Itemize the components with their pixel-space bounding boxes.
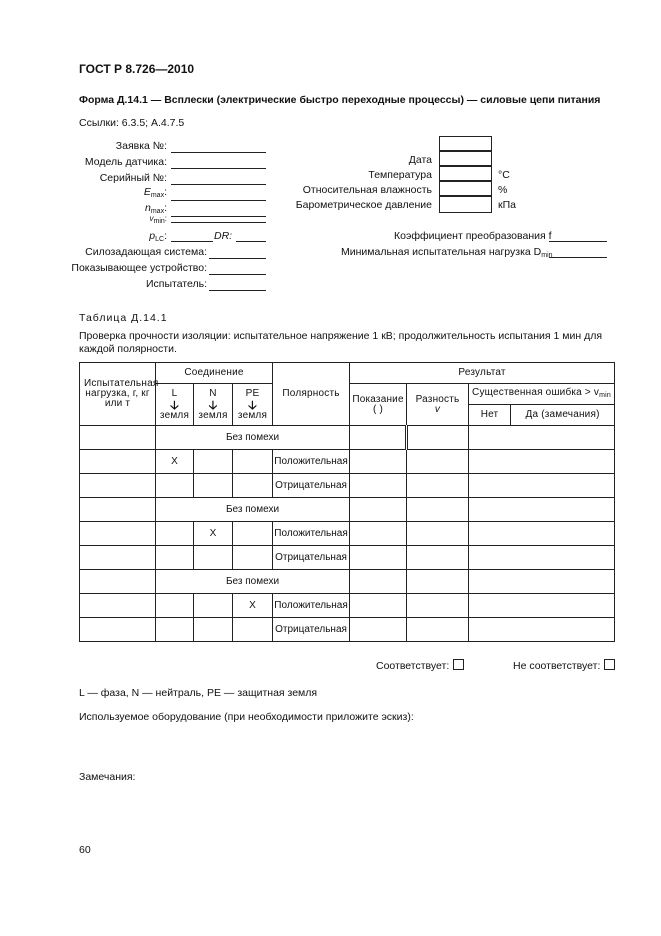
legend-text: L — фаза, N — нейтраль, РЕ — защитная земля [79,687,318,699]
force-system-field[interactable] [209,258,266,259]
diff-cell[interactable] [407,426,469,450]
emax-label: $E_{max}$: [143,186,167,199]
N-cell [194,546,233,570]
arrow-down-icon: 🡣 [170,397,179,412]
reading-cell[interactable] [350,426,407,450]
pressure-unit: кПа [498,199,516,211]
col-result-header: Результат [350,363,615,384]
col-diff-header: Разность v [407,384,469,426]
min-load-field[interactable] [549,257,607,258]
conv-coef-label: Коэффициент преобразования f [394,230,552,242]
L-cell [156,618,194,642]
PE-mark-cell: X [233,594,273,618]
emax-field[interactable] [171,200,266,201]
polarity-cell: Положительная [273,450,350,474]
diff-cell[interactable] [407,618,469,642]
PE-cell [233,450,273,474]
diff-cell[interactable] [407,546,469,570]
col-L-header: L 🡣 земля [156,384,194,426]
min-load-label: Минимальная испытательная нагрузка $D_{min}$ [341,246,553,259]
diff-cell[interactable] [407,474,469,498]
L-cell [156,546,194,570]
conv-coef-field[interactable] [549,241,607,242]
nmax-label: $n_{max}$: [145,202,167,215]
nmax-field[interactable] [171,216,266,217]
error-cell[interactable] [469,570,615,594]
not-conforms-checkbox[interactable] [604,659,615,670]
reading-cell[interactable] [350,522,407,546]
no-interference-cell: Без помехи [156,570,350,594]
table-caption: Таблица Д.14.1 [79,312,168,324]
load-cell[interactable] [80,594,156,618]
polarity-cell: Положительная [273,594,350,618]
L-cell [156,522,194,546]
pressure-box[interactable] [439,195,492,213]
error-cell[interactable] [469,594,615,618]
error-cell[interactable] [469,618,615,642]
polarity-cell: Положительная [273,522,350,546]
plc-label: $p_{LC}$: [149,230,167,243]
test-table [79,362,615,642]
load-cell[interactable] [80,498,156,522]
date-label: Дата [408,154,432,166]
pressure-label: Барометрическое давление [295,199,432,211]
tester-label: Испытатель: [145,278,207,290]
force-system-label: Силозадающая система: [85,246,207,258]
diff-cell[interactable] [407,594,469,618]
application-label: Заявка №: [115,140,167,152]
N-cell [194,594,233,618]
reading-cell[interactable] [350,570,407,594]
error-cell[interactable] [469,450,615,474]
plc-field[interactable] [171,241,213,242]
col-reading-header: Показание ( ) [350,384,407,426]
humidity-label: Относительная влажность [302,184,432,196]
L-cell [156,474,194,498]
polarity-cell: Отрицательная [273,474,350,498]
error-cell[interactable] [469,498,615,522]
error-cell[interactable] [469,522,615,546]
PE-cell [233,522,273,546]
indicator-label: Показывающее устройство: [71,262,207,274]
error-cell[interactable] [469,474,615,498]
col-yes-header: Да (замечания) [511,405,615,426]
diff-cell[interactable] [407,570,469,594]
reading-cell[interactable] [350,474,407,498]
no-interference-cell: Без помехи [156,426,350,450]
reading-cell[interactable] [350,594,407,618]
sensor-model-label: Модель датчика: [84,156,167,168]
col-N-header: N 🡣 земля [194,384,233,426]
vmin-field[interactable] [171,222,266,223]
reading-cell[interactable] [350,498,407,522]
arrow-down-icon: 🡣 [248,397,257,412]
polarity-cell: Отрицательная [273,546,350,570]
reading-cell[interactable] [350,450,407,474]
L-cell [156,594,194,618]
dr-label: DR: [214,230,233,242]
PE-cell [233,546,273,570]
col-no-header: Нет [469,405,511,426]
col-connection-header: Соединение [156,363,273,384]
load-cell[interactable] [80,618,156,642]
temperature-unit: °C [498,169,510,181]
diff-cell[interactable] [407,522,469,546]
conforms-option[interactable]: Соответствует: [376,659,464,672]
N-cell [194,474,233,498]
dr-field[interactable] [236,241,266,242]
L-mark-cell: X [156,450,194,474]
diff-cell[interactable] [407,498,469,522]
error-cell[interactable] [469,546,615,570]
N-cell [194,618,233,642]
load-cell[interactable] [80,450,156,474]
error-cell[interactable] [469,426,615,450]
col-sig-error-header: Существенная ошибка > $v_{min}$ [469,384,615,405]
reading-cell[interactable] [350,546,407,570]
col-polarity-header: Полярность [273,363,350,426]
reading-cell[interactable] [350,618,407,642]
diff-cell[interactable] [407,450,469,474]
not-conforms-option[interactable]: Не соответствует: [513,659,615,672]
indicator-field[interactable] [209,274,266,275]
table-description: Проверка прочности изоляции: испытательное напряжение 1 кВ; продолжительность испытания 1 мин для каждой полярности. [79,330,603,355]
N-mark-cell: X [194,522,233,546]
references: Ссылки: 6.3.5; А.4.7.5 [79,117,185,129]
load-cell[interactable] [80,522,156,546]
temperature-label: Температура [368,169,432,181]
application-field[interactable] [171,152,266,153]
load-cell[interactable] [80,570,156,594]
form-title: Форма Д.14.1 — Всплески (электрические быстро переходные процессы) — силовые цепи питания [79,94,601,106]
sensor-model-field[interactable] [171,168,266,169]
serial-field[interactable] [171,184,266,185]
load-cell[interactable] [80,474,156,498]
no-interference-cell: Без помехи [156,498,350,522]
vmin-label: $v_{min}$: [149,214,167,225]
col-load-header: Испытательная нагрузка, г, кг или т [80,363,156,426]
N-cell [194,450,233,474]
PE-cell [233,474,273,498]
polarity-cell: Отрицательная [273,618,350,642]
serial-label: Серийный №: [99,172,167,184]
PE-cell [233,618,273,642]
conforms-checkbox[interactable] [453,659,464,670]
arrow-down-icon: 🡣 [208,397,218,412]
page-number: 60 [79,844,91,856]
load-cell[interactable] [80,426,156,450]
humidity-unit: % [498,184,508,196]
col-PE-header: PE 🡣 земля [233,384,273,426]
standard-header: ГОСТ Р 8.726—2010 [79,62,195,76]
tester-field[interactable] [209,290,266,291]
load-cell[interactable] [80,546,156,570]
equipment-label: Используемое оборудование (при необходимости приложите эскиз): [79,711,414,723]
remarks-label: Замечания: [79,771,136,783]
